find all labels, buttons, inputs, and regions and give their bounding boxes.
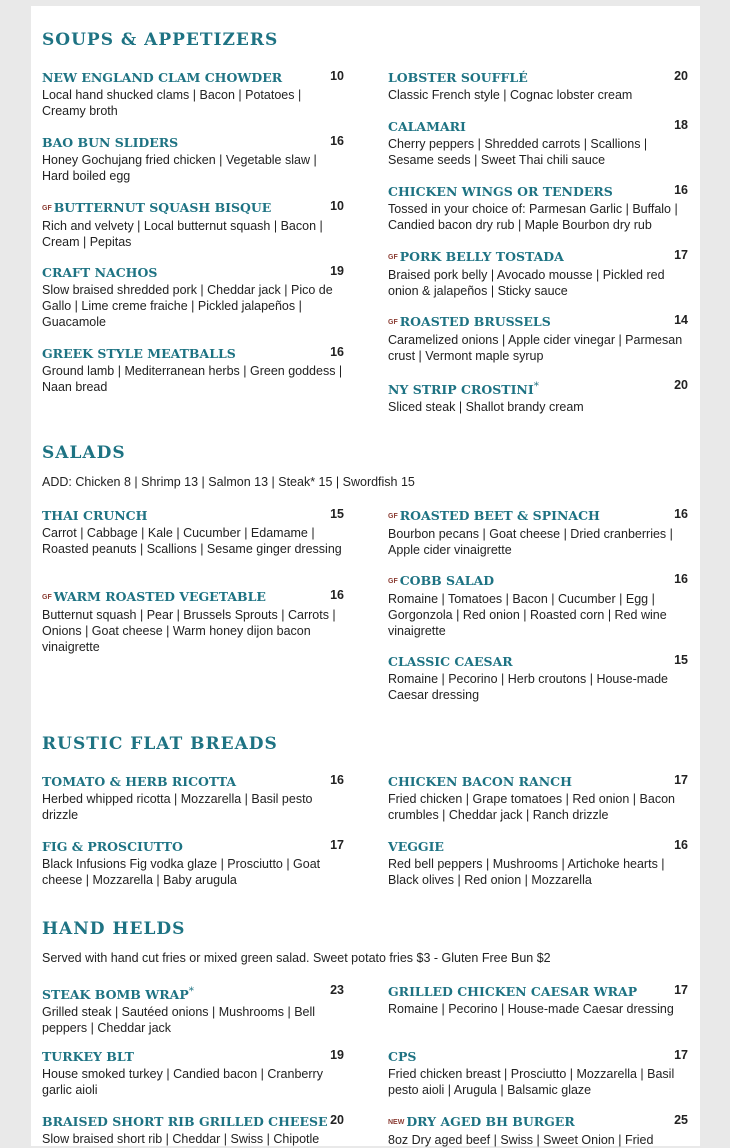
item-title: NEW ENGLAND CLAM CHOWDER	[42, 70, 283, 85]
item-name	[388, 1048, 688, 1065]
gluten-free-badge: GF	[388, 513, 398, 520]
menu-item-craft-nachos	[42, 264, 344, 330]
menu-item-chicken-bacon-ranch	[388, 773, 688, 823]
item-title: DRY AGED BH BURGER	[406, 1114, 575, 1129]
item-price: 23	[330, 983, 344, 997]
menu-item-calamari	[388, 118, 688, 168]
item-title: GRILLED CHICKEN CAESAR WRAP	[388, 984, 638, 999]
item-name	[388, 248, 688, 266]
item-description: House smoked turkey | Candied bacon | Cranberry garlic aioli	[42, 1067, 323, 1097]
item-description: Black Infusions Fig vodka glaze | Prosciutto | Goat cheese | Mozzarella | Baby arugula	[42, 857, 321, 887]
item-price: 17	[674, 248, 688, 262]
item-description: Romaine | Tomatoes | Bacon | Cucumber | Egg | Gorgonzola | Red onion | Roasted corn | Red wine vinaigrette	[388, 592, 667, 638]
section-title-soups: SOUPS & APPETIZERS	[42, 30, 279, 50]
item-title: LOBSTER SOUFFLÉ	[388, 70, 528, 85]
item-title: CRAFT NACHOS	[42, 265, 158, 280]
item-title: CALAMARI	[388, 119, 466, 134]
item-price: 16	[674, 838, 688, 852]
item-title: NY STRIP CROSTINI	[388, 382, 534, 398]
item-description: Slow braised short rib | Cheddar | Swiss | Chipotle	[42, 1132, 320, 1146]
item-description: Herbed whipped ricotta | Mozzarella | Basil pesto drizzle	[42, 792, 313, 822]
item-price: 17	[330, 838, 344, 852]
item-title: CHICKEN WINGS OR TENDERS	[388, 184, 613, 199]
item-price: 20	[330, 1113, 344, 1127]
menu-item-dry-aged-bh-burger	[388, 1113, 688, 1148]
item-description: Romaine | Pecorino | House-made Caesar dressing	[388, 1002, 674, 1016]
item-name	[42, 69, 344, 86]
menu-item-new-england-clam-chowder	[42, 69, 344, 119]
item-name	[388, 507, 688, 525]
item-price: 18	[674, 118, 688, 132]
item-price: 14	[674, 313, 688, 327]
menu-item-roasted-brussels	[388, 313, 688, 364]
item-title: COBB SALAD	[399, 573, 495, 588]
item-name	[388, 572, 688, 590]
menu-item-chicken-wings-or-tenders	[388, 183, 688, 233]
item-description: Fried chicken | Grape tomatoes | Red onion | Bacon crumbles | Cheddar jack | Ranch drizzle	[388, 792, 675, 822]
item-price: 16	[674, 507, 688, 521]
menu-item-turkey-blt	[42, 1048, 344, 1098]
item-name	[388, 983, 688, 1000]
item-description: Ground lamb | Mediterranean herbs | Green goddess | Naan bread	[42, 364, 343, 394]
item-price: 17	[674, 1048, 688, 1062]
item-title: CPS	[388, 1049, 417, 1064]
item-price: 10	[330, 69, 344, 83]
menu-item-cps	[388, 1048, 688, 1098]
item-description: Red bell peppers | Mushrooms | Artichoke hearts | Black olives | Red onion | Mozzarella	[388, 857, 665, 887]
item-description: Cherry peppers | Shredded carrots | Scallions | Sesame seeds | Sweet Thai chili sauce	[388, 137, 648, 167]
item-price: 25	[674, 1113, 688, 1127]
item-name	[42, 345, 344, 362]
item-description: 8oz Dry aged beef | Swiss | Sweet Onion | Fried	[388, 1133, 654, 1147]
menu-item-lobster-souffl	[388, 69, 688, 103]
gluten-free-badge: GF	[388, 578, 398, 585]
item-name	[388, 118, 688, 135]
item-description: Bourbon pecans | Goat cheese | Dried cranberries | Apple cider vinaigrette	[388, 527, 673, 557]
item-description: Fried chicken breast | Prosciutto | Mozzarella | Basil pesto aioli | Arugula | Balsamic glaze	[388, 1067, 675, 1097]
item-price: 16	[674, 572, 688, 586]
item-name	[42, 264, 344, 281]
menu-item-bao-bun-sliders	[42, 134, 344, 184]
menu-item-cobb-salad	[388, 572, 688, 639]
item-title: TOMATO & HERB RICOTTA	[42, 774, 237, 789]
item-title: WARM ROASTED VEGETABLE	[53, 589, 266, 604]
item-name	[42, 199, 344, 217]
menu-item-greek-style-meatballs	[42, 345, 344, 395]
item-price: 15	[330, 507, 344, 521]
item-description: Tossed in your choice of: Parmesan Garlic | Buffalo | Candied bacon dry rub | Maple Bourbon dry rub	[388, 202, 678, 232]
item-title: PORK BELLY TOSTADA	[399, 249, 564, 264]
item-title: BUTTERNUT SQUASH BISQUE	[53, 200, 272, 215]
item-name	[388, 69, 688, 86]
item-title: TURKEY BLT	[42, 1049, 134, 1064]
section-title-salads: SALADS	[42, 443, 126, 463]
item-name	[42, 838, 344, 855]
item-name	[42, 1048, 344, 1065]
item-description: Caramelized onions | Apple cider vinegar | Parmesan crust | Vermont maple syrup	[388, 333, 683, 363]
item-description: Slow braised shredded pork | Cheddar jack | Pico de Gallo | Lime creme fraiche | Pickled jalapeños | Guacamole	[42, 283, 333, 329]
item-price: 15	[674, 653, 688, 667]
item-name	[388, 378, 688, 398]
item-title: CLASSIC CAESAR	[388, 654, 513, 669]
item-name	[42, 588, 344, 606]
item-description: Braised pork belly | Avocado mousse | Pickled red onion & jalapeños | Sticky sauce	[388, 268, 665, 298]
salads-add-on-note: ADD: Chicken 8 | Shrimp 13 | Salmon 13 | Steak* 15 | Swordfish 15	[42, 475, 415, 489]
menu-item-thai-crunch	[42, 507, 344, 557]
menu-item-braised-short-rib-grilled-cheese	[42, 1113, 344, 1147]
item-price: 16	[330, 773, 344, 787]
item-name	[388, 313, 688, 331]
raw-warning-asterisk: *	[188, 985, 194, 997]
item-title: CHICKEN BACON RANCH	[388, 774, 572, 789]
item-price: 20	[674, 69, 688, 83]
new-badge: NEW	[388, 1119, 405, 1126]
item-description: Grilled steak | Sautéed onions | Mushrooms | Bell peppers | Cheddar jack	[42, 1005, 316, 1036]
item-description: Classic French style | Cognac lobster cream	[388, 88, 633, 102]
item-title: ROASTED BEET & SPINACH	[399, 508, 600, 523]
item-price: 10	[330, 199, 344, 213]
item-description: Romaine | Pecorino | Herb croutons | House-made Caesar dressing	[388, 672, 669, 702]
item-title: FIG & PROSCIUTTO	[42, 839, 183, 854]
menu-item-roasted-beet-spinach	[388, 507, 688, 558]
menu-item-veggie	[388, 838, 688, 888]
item-price: 19	[330, 1048, 344, 1062]
item-description: Carrot | Cabbage | Kale | Cucumber | Edamame | Roasted peanuts | Scallions | Sesame ginger dressing	[42, 526, 342, 556]
item-name	[388, 838, 688, 855]
item-price: 16	[330, 588, 344, 602]
menu-item-warm-roasted-vegetable	[42, 588, 344, 655]
gluten-free-badge: GF	[42, 205, 52, 212]
item-name	[42, 1113, 344, 1130]
item-name	[42, 983, 344, 1003]
menu-item-fig-prosciutto	[42, 838, 344, 888]
item-price: 20	[674, 378, 688, 392]
item-name	[388, 773, 688, 790]
item-description: Butternut squash | Pear | Brussels Sprouts | Carrots | Onions | Goat cheese | Warm honey dijon bacon vinaigrette	[42, 608, 336, 654]
gluten-free-badge: GF	[388, 319, 398, 326]
raw-warning-asterisk: *	[533, 380, 539, 392]
menu-item-pork-belly-tostada	[388, 248, 688, 299]
item-name	[388, 1113, 688, 1131]
item-name	[42, 773, 344, 790]
menu-item-ny-strip-crostini	[388, 378, 688, 415]
item-price: 16	[330, 345, 344, 359]
item-price: 19	[330, 264, 344, 278]
menu-item-classic-caesar	[388, 653, 688, 703]
menu-item-steak-bomb-wrap	[42, 983, 344, 1036]
item-description: Honey Gochujang fried chicken | Vegetable slaw | Hard boiled egg	[42, 153, 317, 183]
item-price: 16	[674, 183, 688, 197]
item-price: 16	[330, 134, 344, 148]
item-name	[388, 183, 688, 200]
item-price: 17	[674, 773, 688, 787]
item-price: 17	[674, 983, 688, 997]
item-description: Rich and velvety | Local butternut squash | Bacon | Cream | Pepitas	[42, 219, 323, 249]
item-title: BRAISED SHORT RIB GRILLED CHEESE	[42, 1114, 328, 1129]
item-title: VEGGIE	[388, 839, 444, 854]
item-title: STEAK BOMB WRAP	[42, 987, 189, 1003]
item-description: Local hand shucked clams | Bacon | Potatoes | Creamy broth	[42, 88, 302, 118]
item-name	[388, 653, 688, 670]
section-title-handhelds: HAND HELDS	[42, 919, 186, 939]
item-title: BAO BUN SLIDERS	[42, 135, 179, 150]
menu-item-tomato-herb-ricotta	[42, 773, 344, 823]
section-title-flatbreads: RUSTIC FLAT BREADS	[42, 734, 278, 754]
item-title: THAI CRUNCH	[42, 508, 148, 523]
gluten-free-badge: GF	[388, 254, 398, 261]
item-title: ROASTED BRUSSELS	[399, 314, 551, 329]
item-name	[42, 134, 344, 151]
gluten-free-badge: GF	[42, 594, 52, 601]
item-name	[42, 507, 344, 524]
menu-item-butternut-squash-bisque	[42, 199, 344, 250]
item-title: GREEK STYLE MEATBALLS	[42, 346, 236, 361]
menu-item-grilled-chicken-caesar-wrap	[388, 983, 688, 1017]
item-description: Sliced steak | Shallot brandy cream	[388, 400, 584, 415]
handhelds-note: Served with hand cut fries or mixed green salad. Sweet potato fries $3 - Gluten Free Bun $2	[42, 951, 551, 965]
